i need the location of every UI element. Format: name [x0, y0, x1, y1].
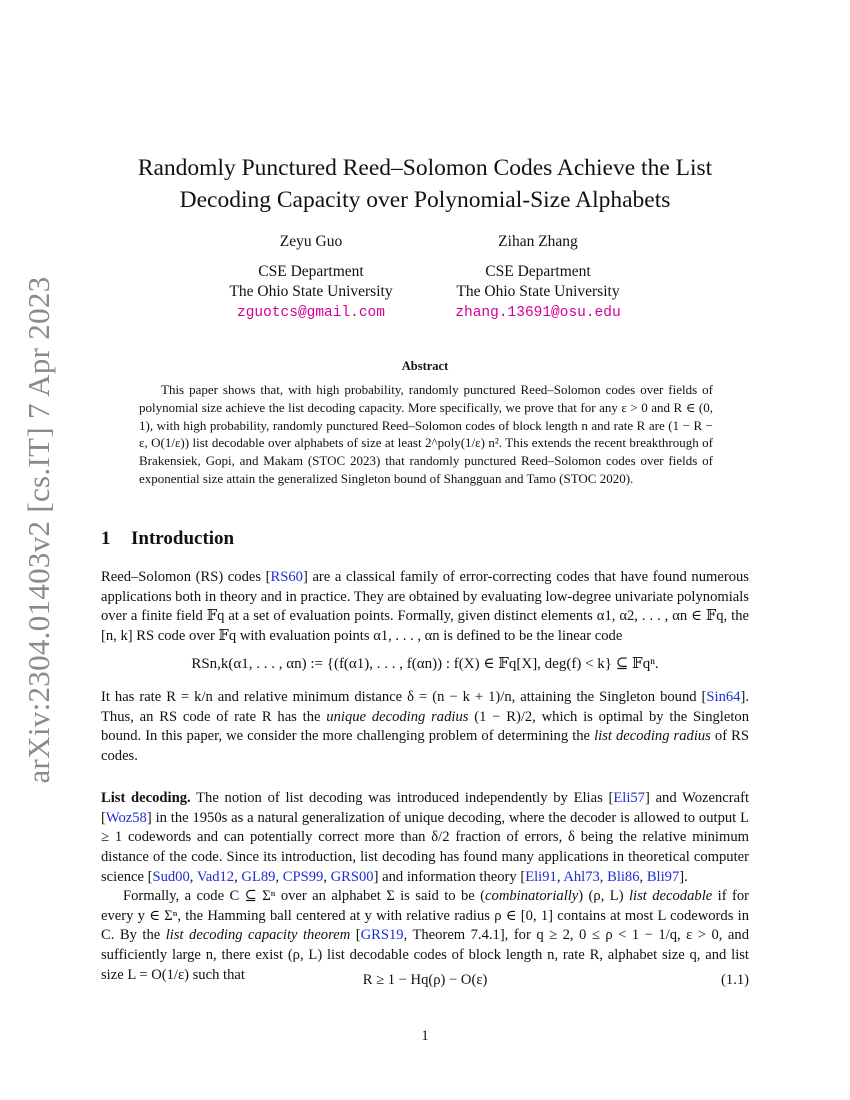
citation-link[interactable]: Sin64 — [706, 689, 741, 705]
text: ] and information theory [ — [373, 868, 526, 885]
abstract-text: This paper shows that, with high probability, randomly punctured Reed–Solomon codes over fields of polynomial size achieve the list decoding capacity. More specifically, we prove that for any ε > 0 and R ∈ (0, 1), with high probability, randomly punctured Reed–Solomon codes of block length n and rate R are (1 − R − ε, O(1/ε)) list decodable over alphabets of size at least 2^poly(1/ε) n². This extends the recent breakthrough of Brakensiek, Gopi, and Makam (STOC 2023) that randomly punctured Reed–Solomon codes over fields of exponential size attain the generalized Singleton bound of Shangguan and Tamo (STOC 2020). — [139, 382, 713, 486]
text: ] and Wozencraft [ — [101, 790, 749, 826]
emphasis: list decoding radius — [594, 728, 711, 745]
paper-title — [0, 152, 850, 216]
author-name: Zihan Zhang — [498, 233, 578, 250]
emphasis: combinatorially — [485, 888, 579, 904]
author-2 — [418, 232, 658, 323]
text: , Theorem 7.4.1], for q ≥ 2, 0 ≤ ρ < 1 − 1/q, ε > 0, and sufficiently large n, there exist (ρ, L) list decodable codes of block length n, rate R, alphabet size q, and list size L = O(1/ε) such that — [101, 927, 749, 983]
citation-link[interactable]: Woz58 — [105, 809, 147, 826]
equation-number: (1.1) — [721, 972, 749, 988]
emphasis: list decodable — [628, 888, 713, 904]
author-email-link[interactable]: zguotcs@gmail.com — [237, 304, 385, 321]
citation-link[interactable]: GRS19 — [360, 927, 404, 944]
citation-link[interactable]: GRS00 — [330, 868, 374, 885]
citation-link[interactable]: Sud00 — [152, 868, 190, 885]
citation-link[interactable]: GL89 — [241, 868, 276, 885]
emphasis: list decoding capacity theorem — [165, 927, 351, 944]
text: It has rate R = k/n and relative minimum distance δ = (n − k + 1)/n, attaining the Singleton bound [ — [101, 689, 707, 705]
arxiv-id: arXiv:2304.01403v2 [cs.IT] 7 Apr 2023 — [21, 276, 56, 784]
text: ]. — [679, 868, 688, 885]
section-heading — [101, 528, 234, 550]
title-line-2: Decoding Capacity over Polynomial-Size Alphabets — [179, 187, 671, 213]
text: if for every y ∈ Σⁿ, the Hamming ball centered at y with relative radius ρ ∈ [0, 1] contains at most L codewords in C. By the — [101, 888, 750, 944]
text: Formally, a code C ⊆ Σⁿ over an alphabet Σ is said to be ( — [123, 888, 486, 904]
author-univ: The Ohio State University — [456, 283, 620, 300]
paragraph-heading: List decoding. — [101, 790, 191, 806]
text: ) (ρ, L) — [578, 888, 629, 904]
section-title: Introduction — [131, 528, 235, 549]
text: ]. Thus, an RS code of rate R has the — [101, 689, 749, 725]
text: The notion of list decoding was introduced independently by Elias [ — [190, 790, 614, 806]
author-1 — [191, 232, 431, 323]
page-number: 1 — [421, 1028, 429, 1044]
citation-link[interactable]: RS60 — [270, 569, 303, 585]
abstract-heading: Abstract — [401, 359, 449, 373]
text: of RS codes. — [101, 728, 749, 765]
author-email-link[interactable]: zhang.13691@osu.edu — [455, 304, 621, 321]
author-dept: CSE Department — [258, 262, 364, 280]
citation-link[interactable]: Vad12 — [196, 868, 235, 885]
citation-link[interactable]: Eli57 — [613, 790, 645, 806]
citation-link[interactable]: Ahl73 — [563, 868, 600, 885]
citation-link[interactable]: Bli86 — [607, 868, 640, 885]
text: Reed–Solomon (RS) codes [ — [101, 569, 271, 585]
abstract-body — [139, 381, 713, 488]
title-line-1: Randomly Punctured Reed–Solomon Codes Achieve the List — [137, 155, 713, 181]
intro-paragraph-2 — [101, 688, 749, 767]
citation-link[interactable]: CPS99 — [282, 868, 324, 885]
section-number: 1 — [101, 528, 111, 549]
author-name: Zeyu Guo — [279, 233, 343, 250]
text: ] are a classical family of error-correcting codes that have found numerous applications both in theory and in practice. They are obtained by evaluating low-degree univariate polynomials over a finite field 𝔽q at a set of evaluation points. Formally, given distinct elements α1, α2, . . . , αn ∈ 𝔽q, the [n, k] RS code over 𝔽q with evaluation points α1, . . . , αn is defined to be the linear code — [101, 569, 749, 645]
text: [ — [350, 927, 361, 944]
list-decoding-paragraph-2 — [101, 887, 749, 986]
citation-link[interactable]: Eli91 — [525, 868, 557, 885]
text: ] in the 1950s as a natural generalization of unique decoding, where the decoder is allowed to output L ≥ 1 codewords and can potentially correct more than δ/2 fraction of errors, δ being the relative minimum distance of the code. Since its introduction, list decoding has found many applications in theoretical computer science [ — [101, 809, 749, 885]
author-dept: CSE Department — [485, 262, 591, 280]
equation-body: R ≥ 1 − Hq(ρ) − O(ε) — [362, 972, 488, 988]
intro-paragraph-1 — [101, 568, 749, 647]
list-decoding-paragraph-1: List decoding. The notion of list decoding was introduced independently by Elias [Eli57] and Wozencraft [Woz58] in the 1950s as a natural generalization of unique decoding, where the decoder is allowed to output L ≥ 1 codewords and can potentially correct more than δ/2 fraction of errors, δ being the relative minimum distance of the code. Since its introduction, list decoding has found many applications in theoretical computer science [Sud00, Vad12, GL89, CPS99, GRS00] and information theory [Eli91, Ahl73, Bli86, Bli97]. — [101, 790, 749, 885]
text: (1 − R)/2, which is optimal by the Singleton bound. In this paper, we consider the more challenging problem of determining the — [101, 708, 749, 745]
emphasis: unique decoding radius — [326, 708, 469, 725]
citation-link[interactable]: Bli97 — [646, 868, 680, 885]
equation-rs-code: RSn,k(α1, . . . , αn) := {(f(α1), . . . , f(αn)) : f(X) ∈ 𝔽q[X], deg(f) < k} ⊆ 𝔽qⁿ. — [191, 656, 659, 672]
author-univ: The Ohio State University — [229, 283, 393, 300]
